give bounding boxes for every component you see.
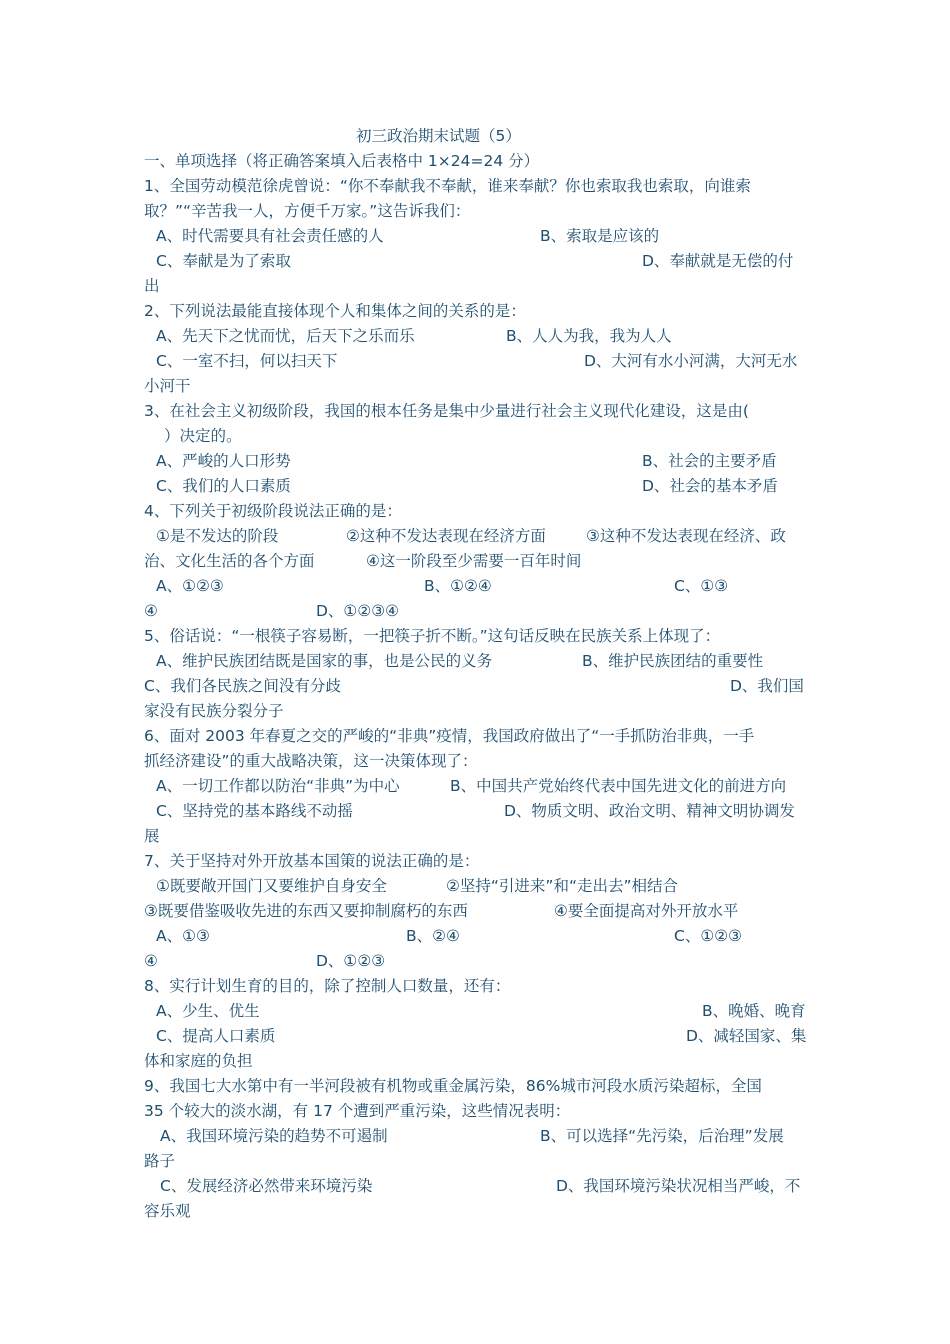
q6-option-b: B、中国共产党始终代表中国先进文化的前进方向 (450, 777, 787, 795)
q7-option-d: D、①②③ (316, 952, 386, 970)
section-heading: 一、单项选择（将正确答案填入后表格中 1×24=24 分） (144, 152, 540, 170)
q7-statement-4: ④要全面提高对外开放水平 (554, 902, 739, 920)
q1-option-c: C、奉献是为了索取 (156, 252, 291, 270)
q7-option-c-wrap: ④ (144, 952, 158, 970)
q1-option-d-wrap: 出 (144, 277, 160, 295)
q4-option-d: D、①②③④ (316, 602, 400, 620)
q7-statement-1: ①既要敞开国门又要维护自身安全 (156, 877, 387, 895)
page-title: 初三政治期末试题（5） (356, 127, 521, 145)
q9-stem-line2: 35 个较大的淡水湖，有 17 个遭到严重污染，这些情况表明： (144, 1102, 571, 1120)
q3-option-b: B、社会的主要矛盾 (642, 452, 777, 470)
q9-option-b: B、可以选择“先污染，后治理”发展 (540, 1127, 784, 1145)
q3-stem-line2: ）决定的。 (164, 427, 242, 445)
q5-option-d: D、我们国 (730, 677, 804, 695)
q7-option-b: B、②④ (406, 927, 460, 945)
q8-option-d-wrap: 体和家庭的负担 (144, 1052, 253, 1070)
q6-stem-line2: 抓经济建设”的重大战略决策，这一决策体现了： (144, 752, 478, 770)
q1-stem-line1: 1、全国劳动模范徐虎曾说：“你不奉献我不奉献，谁来奉献？你也索取我也索取，向谁索 (144, 177, 751, 195)
q4-stem: 4、下列关于初级阶段说法正确的是： (144, 502, 402, 520)
q2-option-d-wrap: 小河干 (144, 377, 191, 395)
q8-option-c: C、提高人口素质 (156, 1027, 276, 1045)
q7-statement-2: ②坚持“引进来”和“走出去”相结合 (446, 877, 679, 895)
q5-option-d-wrap: 家没有民族分裂分子 (144, 702, 284, 720)
q6-stem-line1: 6、面对 2003 年春夏之交的严峻的“非典”疫情，我国政府做出了“一手抓防治非典，一手 (144, 727, 755, 745)
q3-option-d: D、社会的基本矛盾 (642, 477, 778, 495)
q5-stem: 5、俗话说：“一根筷子容易断，一把筷子折不断。”这句话反映在民族关系上体现了： (144, 627, 721, 645)
q3-option-a: A、严峻的人口形势 (156, 452, 291, 470)
q9-stem-line1: 9、我国七大水第中有一半河段被有机物或重金属污染，86%城市河段水质污染超标，全国 (144, 1077, 762, 1095)
q2-stem: 2、下列说法最能直接体现个人和集体之间的关系的是： (144, 302, 526, 320)
q9-option-d: D、我国环境污染状况相当严峻，不 (556, 1177, 801, 1195)
q9-option-d-wrap: 容乐观 (144, 1202, 191, 1220)
q4-statement-4: ④这一阶段至少需要一百年时间 (366, 552, 582, 570)
q9-option-c: C、发展经济必然带来环境污染 (160, 1177, 373, 1195)
q8-option-d: D、减轻国家、集 (686, 1027, 807, 1045)
q4-statement-3: ③这种不发达表现在经济、政 (586, 527, 786, 545)
q8-option-a: A、少生、优生 (156, 1002, 260, 1020)
q4-statement-2: ②这种不发达表现在经济方面 (346, 527, 546, 545)
q8-option-b: B、晚婚、晚育 (702, 1002, 806, 1020)
q8-stem: 8、实行计划生育的目的，除了控制人口数量，还有： (144, 977, 511, 995)
q6-option-c: C、坚持党的基本路线不动摇 (156, 802, 353, 820)
q7-option-c: C、①②③ (674, 927, 743, 945)
q5-option-a: A、维护民族团结既是国家的事，也是公民的义务 (156, 652, 493, 670)
q1-option-a: A、时代需要具有社会责任感的人 (156, 227, 384, 245)
q4-option-b: B、①②④ (424, 577, 492, 595)
q2-option-c: C、一室不扫，何以扫天下 (156, 352, 338, 370)
q7-stem: 7、关于坚持对外开放基本国策的说法正确的是： (144, 852, 480, 870)
q1-option-b: B、索取是应该的 (540, 227, 660, 245)
q4-option-a: A、①②③ (156, 577, 224, 595)
q1-stem-line2: 取？”“辛苦我一人，方便千万家。”这告诉我们： (144, 202, 471, 220)
q2-option-d: D、大河有水小河满，大河无水 (584, 352, 798, 370)
q3-option-c: C、我们的人口素质 (156, 477, 291, 495)
q7-option-a: A、①③ (156, 927, 210, 945)
q4-option-c: C、①③ (674, 577, 729, 595)
q6-option-d: D、物质文明、政治文明、精神文明协调发 (504, 802, 795, 820)
q4-statement-1: ①是不发达的阶段 (156, 527, 279, 545)
q2-option-b: B、人人为我，我为人人 (506, 327, 672, 345)
q5-option-b: B、维护民族团结的重要性 (582, 652, 764, 670)
q4-option-c-wrap: ④ (144, 602, 158, 620)
q6-option-d-wrap: 展 (144, 827, 160, 845)
q2-option-a: A、先天下之忧而忧，后天下之乐而乐 (156, 327, 415, 345)
q9-option-a: A、我国环境污染的趋势不可遏制 (160, 1127, 388, 1145)
q4-statement-3-wrap: 治、文化生活的各个方面 (144, 552, 315, 570)
q6-option-a: A、一切工作都以防治“非典”为中心 (156, 777, 400, 795)
q3-stem-line1: 3、在社会主义初级阶段，我国的根本任务是集中少量进行社会主义现代化建设，这是由( (144, 402, 749, 420)
q1-option-d: D、奉献就是无偿的付 (642, 252, 794, 270)
q7-statement-3: ③既要借鉴吸收先进的东西又要抑制腐朽的东西 (144, 902, 468, 920)
q5-option-c: C、我们各民族之间没有分歧 (144, 677, 341, 695)
q9-option-b-wrap: 路子 (144, 1152, 176, 1170)
